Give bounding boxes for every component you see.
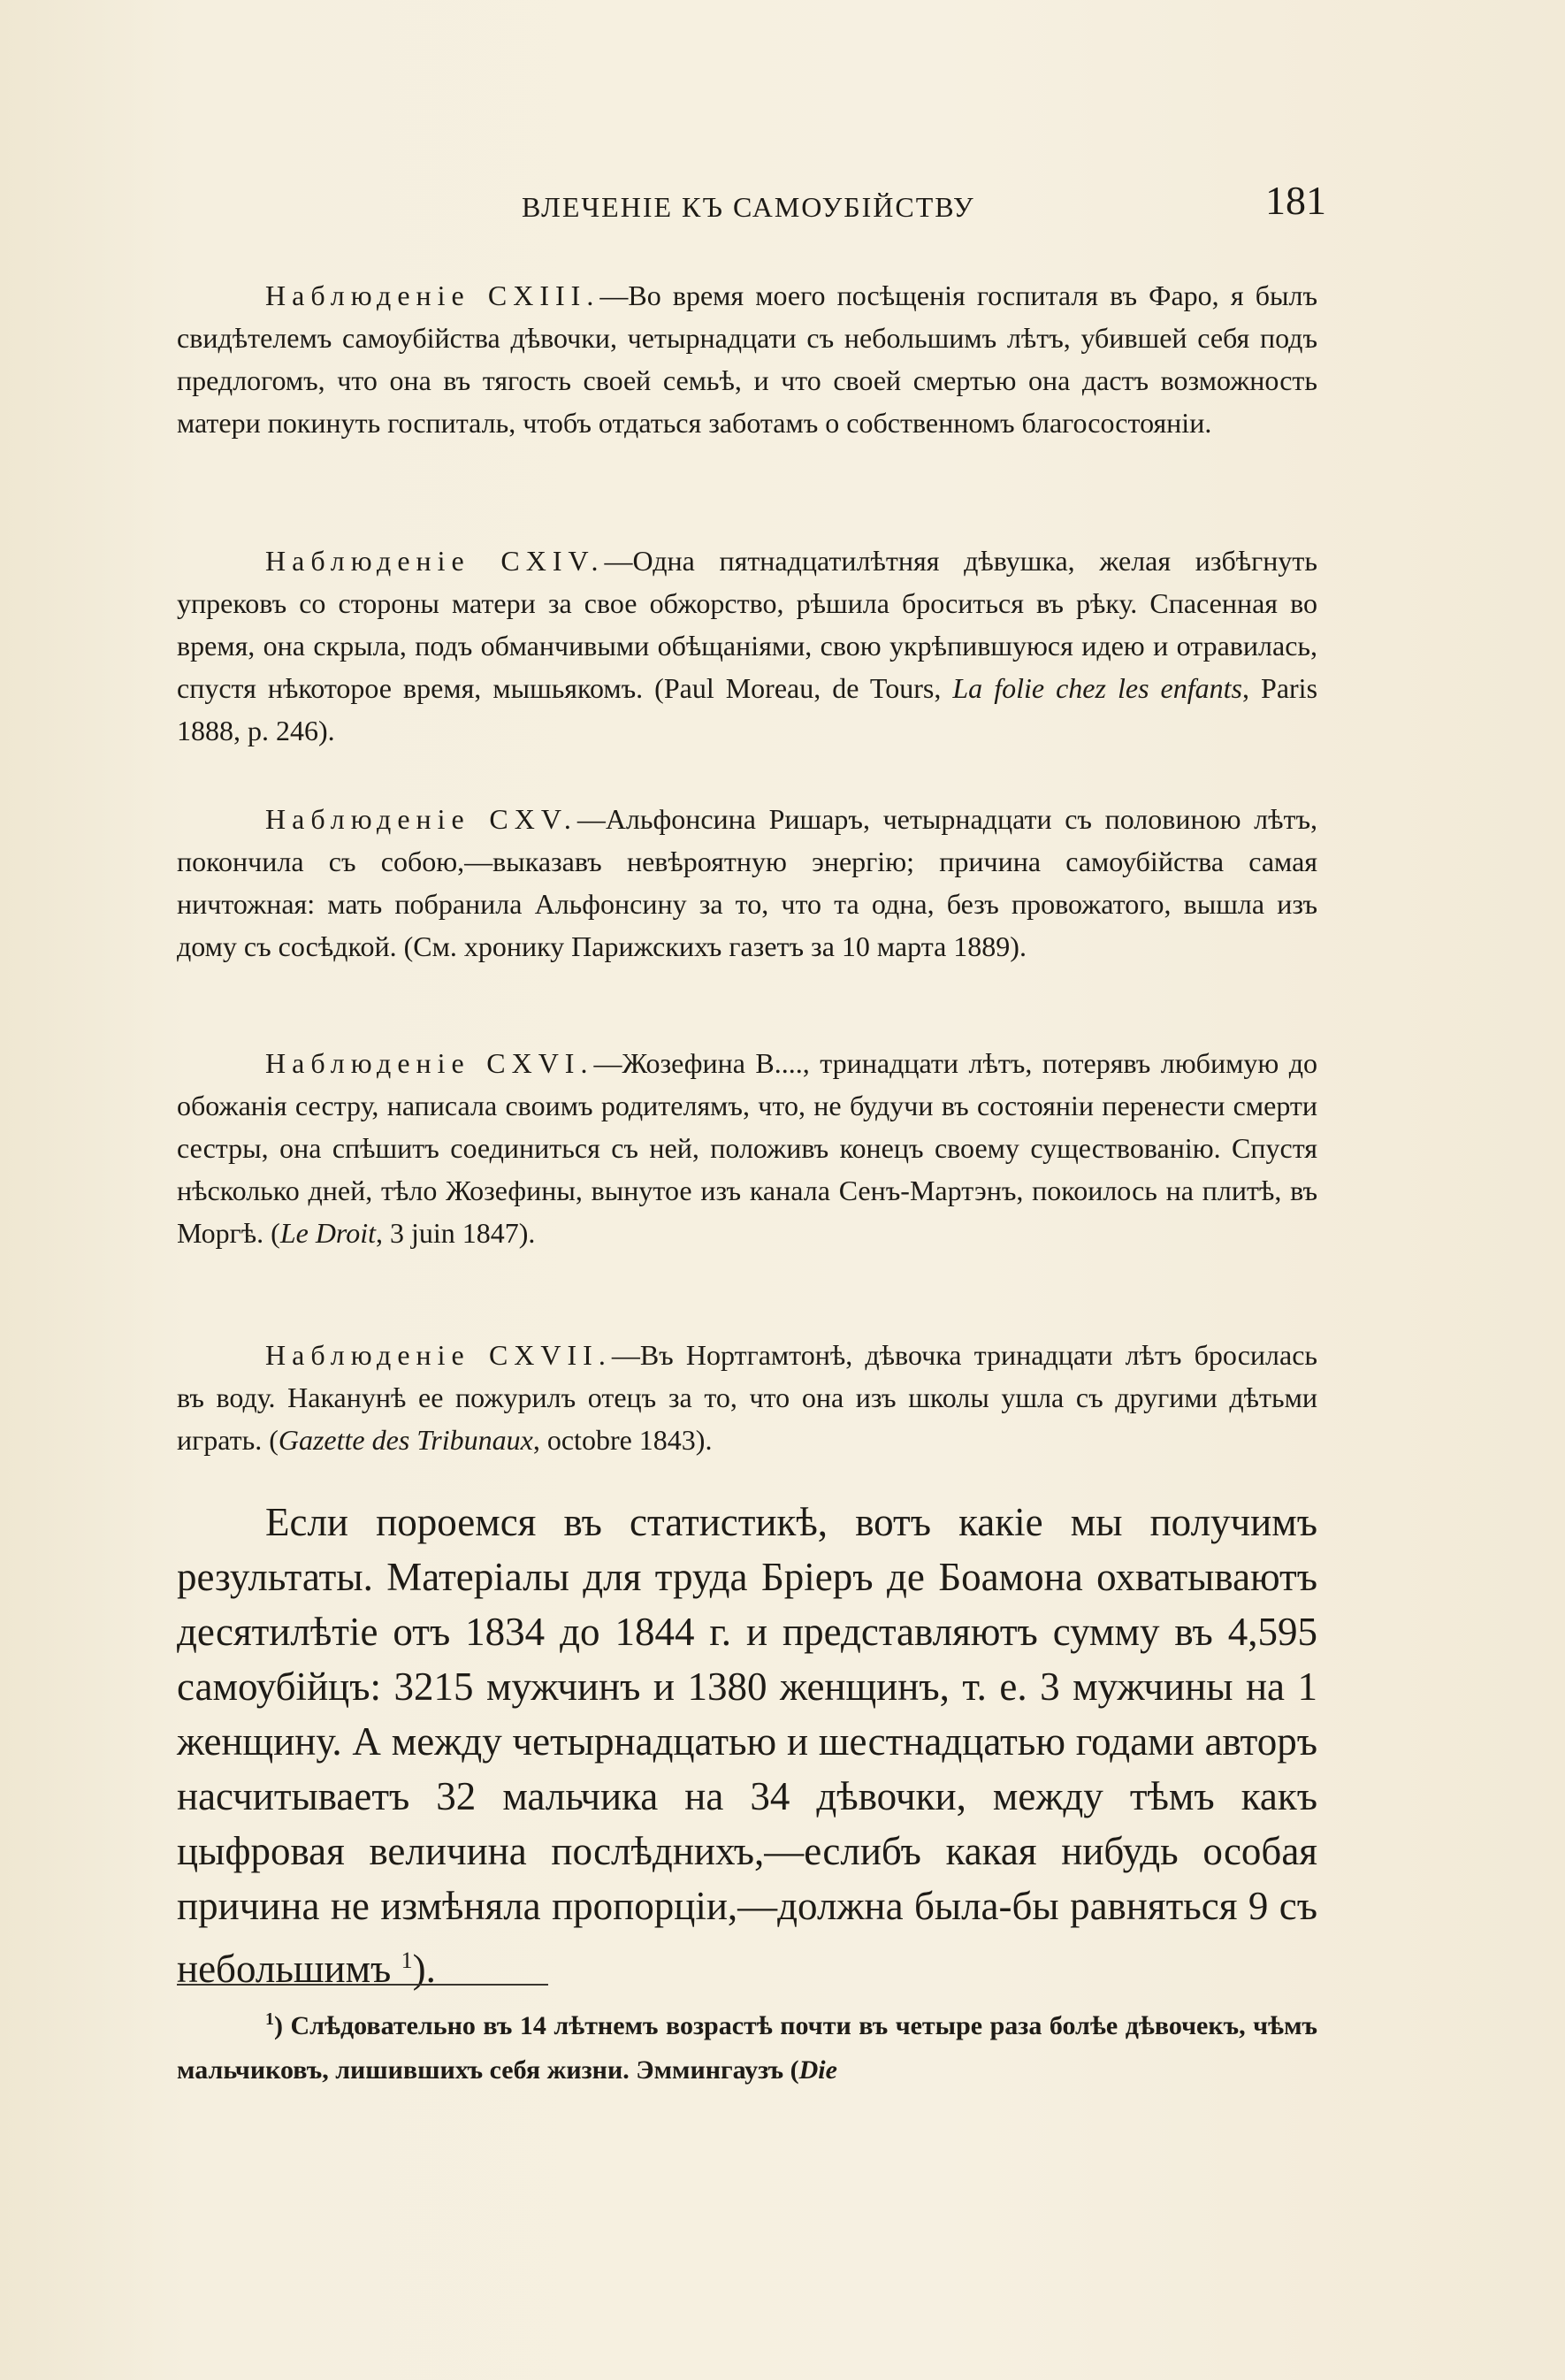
observation-source: Gazette des Tribunaux [278,1424,533,1456]
observation-cxvii [177,1334,1317,1461]
footnote [177,1997,1317,2093]
observation-source: La folie chez les enfants [952,672,1242,704]
observation-cxvi [177,1042,1317,1254]
footnote-source: Die [798,2055,837,2085]
observation-cxiii [177,274,1317,444]
main-paragraph [177,1495,1317,1996]
observation-label: Наблюденіе CXVII. [265,1339,612,1371]
observation-cxv [177,798,1317,968]
observation-label: Наблюденіе CXIV. [265,545,605,577]
footnote-text: ) Слѣдовательно въ 14 лѣтнемъ возрастѣ почти въ четыре раза болѣе дѣвочекъ, чѣмъ мальчиковъ, лишившихъ себя жизни. Эммингаузъ ( [177,2011,1317,2085]
observation-text: —Во время моего посѣщенія госпиталя въ Фаро, я былъ свидѣтелемъ самоубійства дѣвочки, четырнадцати съ небольшимъ лѣтъ, убившей себя подъ предлогомъ, что она въ тягость своей семьѣ, и что своей смертью она дастъ возможность матери покинуть госпиталь, чтобъ отдаться заботамъ о собственномъ благосостояніи. [177,279,1318,439]
observation-text: —Альфонсина Ришаръ, четырнадцати съ половиною лѣтъ, покончила съ собою,—выказавъ невѣроятную энергію; причина самоубійства самая ничтожная: мать побранила Альфонсину за то, что та одна, безъ провожатого, вышла изъ дому съ сосѣдкой. (См. хронику Парижскихъ газетъ за 10 марта 1889). [177,803,1317,962]
page-number: 181 [1265,178,1326,223]
main-text-end: ). [412,1947,436,1991]
observation-source-tail: , Paris 1888, p. 246). [177,672,1318,746]
footnote-reference[interactable]: 1 [401,1948,413,1973]
observation-label: Наблюденіе CXVI. [265,1047,594,1079]
observation-text: —Въ Нортгамтонѣ, дѣвочка тринадцати лѣтъ бросилась въ воду. Наканунѣ ее пожурилъ отецъ за то, что она изъ школы ушла съ другими дѣтьми играть. ( [177,1339,1317,1456]
running-title: ВЛЕЧЕНІЕ КЪ САМОУБІЙСТВУ [522,191,975,223]
observation-label: Наблюденіе CXV. [265,803,577,835]
observation-source-tail: , 3 juin 1847). [375,1217,536,1249]
observation-cxiv [177,540,1317,752]
footnote-divider [177,1984,548,1986]
main-text: Если пороемся въ статистикѣ, вотъ какіе мы получимъ результаты. Матеріалы для труда Бріеръ де Боамона охватываютъ десятилѣтіе отъ 1834 до 1844 г. и представляютъ сумму въ 4,595 самоубійцъ: 3215 мужчинъ и 1380 женщинъ, т. е. 3 мужчины на 1 женщину. А между четырнадцатью и шестнадцатью годами авторъ насчитываетъ 32 мальчика на 34 дѣвочки, между тѣмъ какъ цыфровая величина послѣднихъ,—еслибъ какая нибудь особая причина не измѣняла пропорціи,—должна была-бы равняться 9 съ небольшимъ [177,1500,1317,1991]
observation-text: —Жозефина В...., тринадцати лѣтъ, потерявъ любимую до обожанія сестру, написала своимъ родителямъ, что, не будучи въ состояніи перенести смерти сестры, она спѣшитъ соединиться съ ней, положивъ конецъ своему существованію. Спустя нѣсколько дней, тѣло Жозефины, вынутое изъ канала Сенъ-Мартэнъ, покоилось на плитѣ, въ Моргѣ. ( [177,1047,1318,1249]
observation-source: Le Droit [279,1217,376,1249]
footnote-mark: 1 [265,2009,274,2029]
observation-source-tail: , octobre 1843). [532,1424,713,1456]
observation-text: —Одна пятнадцатилѣтняя дѣвушка, желая избѣгнуть упрековъ со стороны матери за свое обжорство, рѣшила броситься въ рѣку. Спасенная во время, она скрыла, подъ обманчивыми обѣщаніями, свою укрѣпившуюся идею и отравилась, спустя нѣкоторое время, мышьякомъ. (Paul Moreau, de Tours, [177,545,1318,704]
running-header [177,173,1326,235]
observation-label: Наблюденіе CXIII. [265,279,600,311]
